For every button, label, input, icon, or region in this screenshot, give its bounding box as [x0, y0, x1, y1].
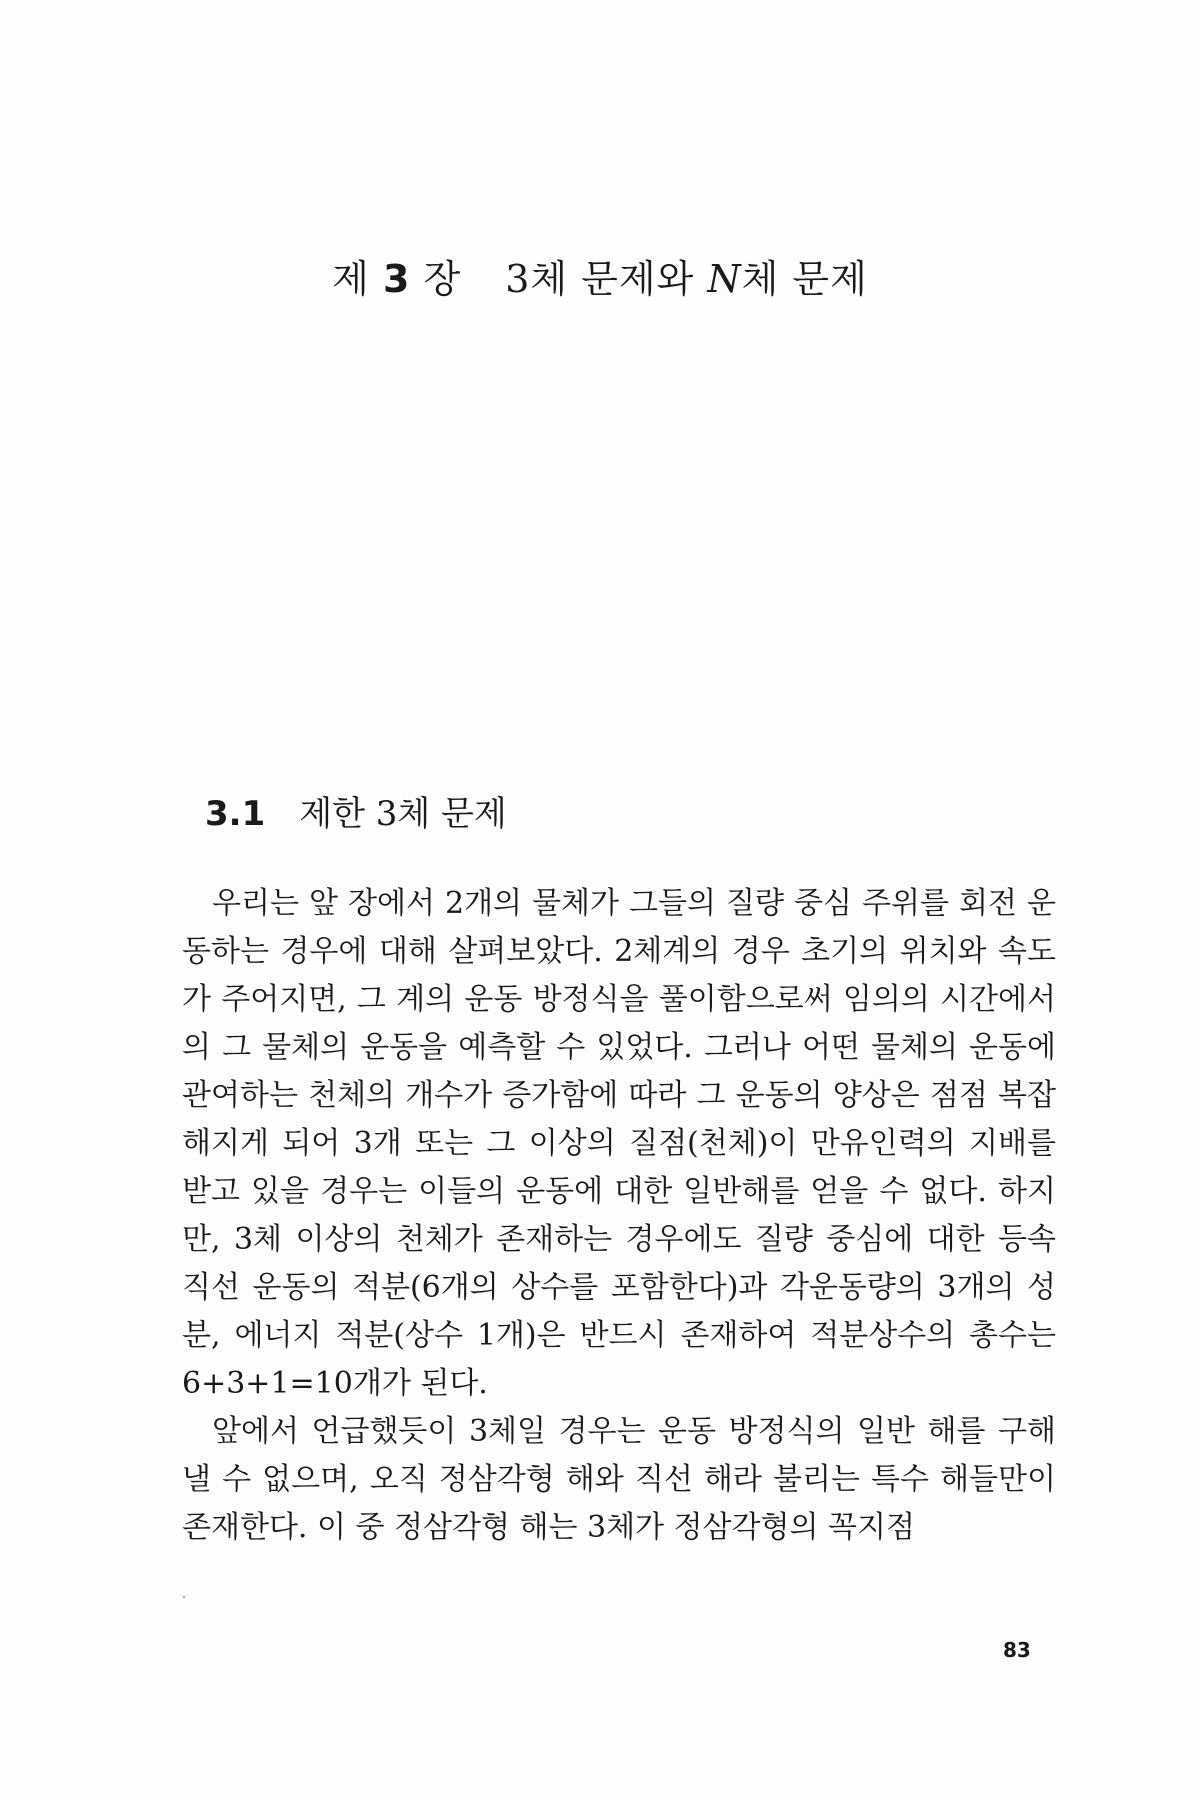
section-title: 제한 3체 문제	[299, 794, 507, 834]
chapter-title	[0, 248, 1200, 303]
paragraph: 앞에서 언급했듯이 3체일 경우는 운동 방정식의 일반 해를 구해낼 수 없으며, 오직 정삼각형 해와 직선 해라 불리는 특수 해들만이 존재한다. 이 중 정삼각형 해는 3체가 정삼각형의 꼭지점	[182, 1414, 1056, 1545]
paragraph: 우리는 앞 장에서 2개의 물체가 그들의 질량 중심 주위를 회전 운동하는 경우에 대해 살펴보았다. 2체계의 경우 초기의 위치와 속도가 주어지면, 그 계의 운동 방정식을 풀이함으로써 임의의 시간에서의 그 물체의 운동을 예측할 수 있었다. 그러나 어떤 물체의 운동에 관여하는 천체의 개수가 증가함에 따라 그 운동의 양상은 점점 복잡해지게 되어 3개 또는 그 이상의 질점(천체)이 만유인력의 지배를 받고 있을 경우는 이들의 운동에 대한 일반해를 얻을 수 없다. 하지만, 3체 이상의 천체가 존재하는 경우에도 질량 중심에 대한 등속 직선 운동의 적분(6개의 상수를 포함한다)과 각운동량의 3개의 성분, 에너지 적분(상수 1개)은 반드시 존재하여 적분상수의 총수는 6+3+1=10개가 된다.	[182, 886, 1056, 1401]
chapter-label-prefix: 제	[332, 257, 370, 301]
chapter-name-italic: N	[707, 257, 742, 301]
scan-speck	[183, 1596, 185, 1598]
body-text	[182, 880, 1056, 1552]
section-number: 3.1	[205, 794, 266, 834]
section-heading	[205, 786, 507, 835]
page-number: 83	[1003, 1638, 1031, 1662]
chapter-name	[505, 257, 868, 301]
chapter-name-part2: 체 문제	[741, 257, 868, 301]
chapter-label	[332, 257, 461, 301]
chapter-label-suffix: 장	[423, 257, 462, 301]
chapter-label-number: 3	[382, 257, 411, 301]
chapter-name-part1: 3체 문제와	[505, 257, 708, 301]
